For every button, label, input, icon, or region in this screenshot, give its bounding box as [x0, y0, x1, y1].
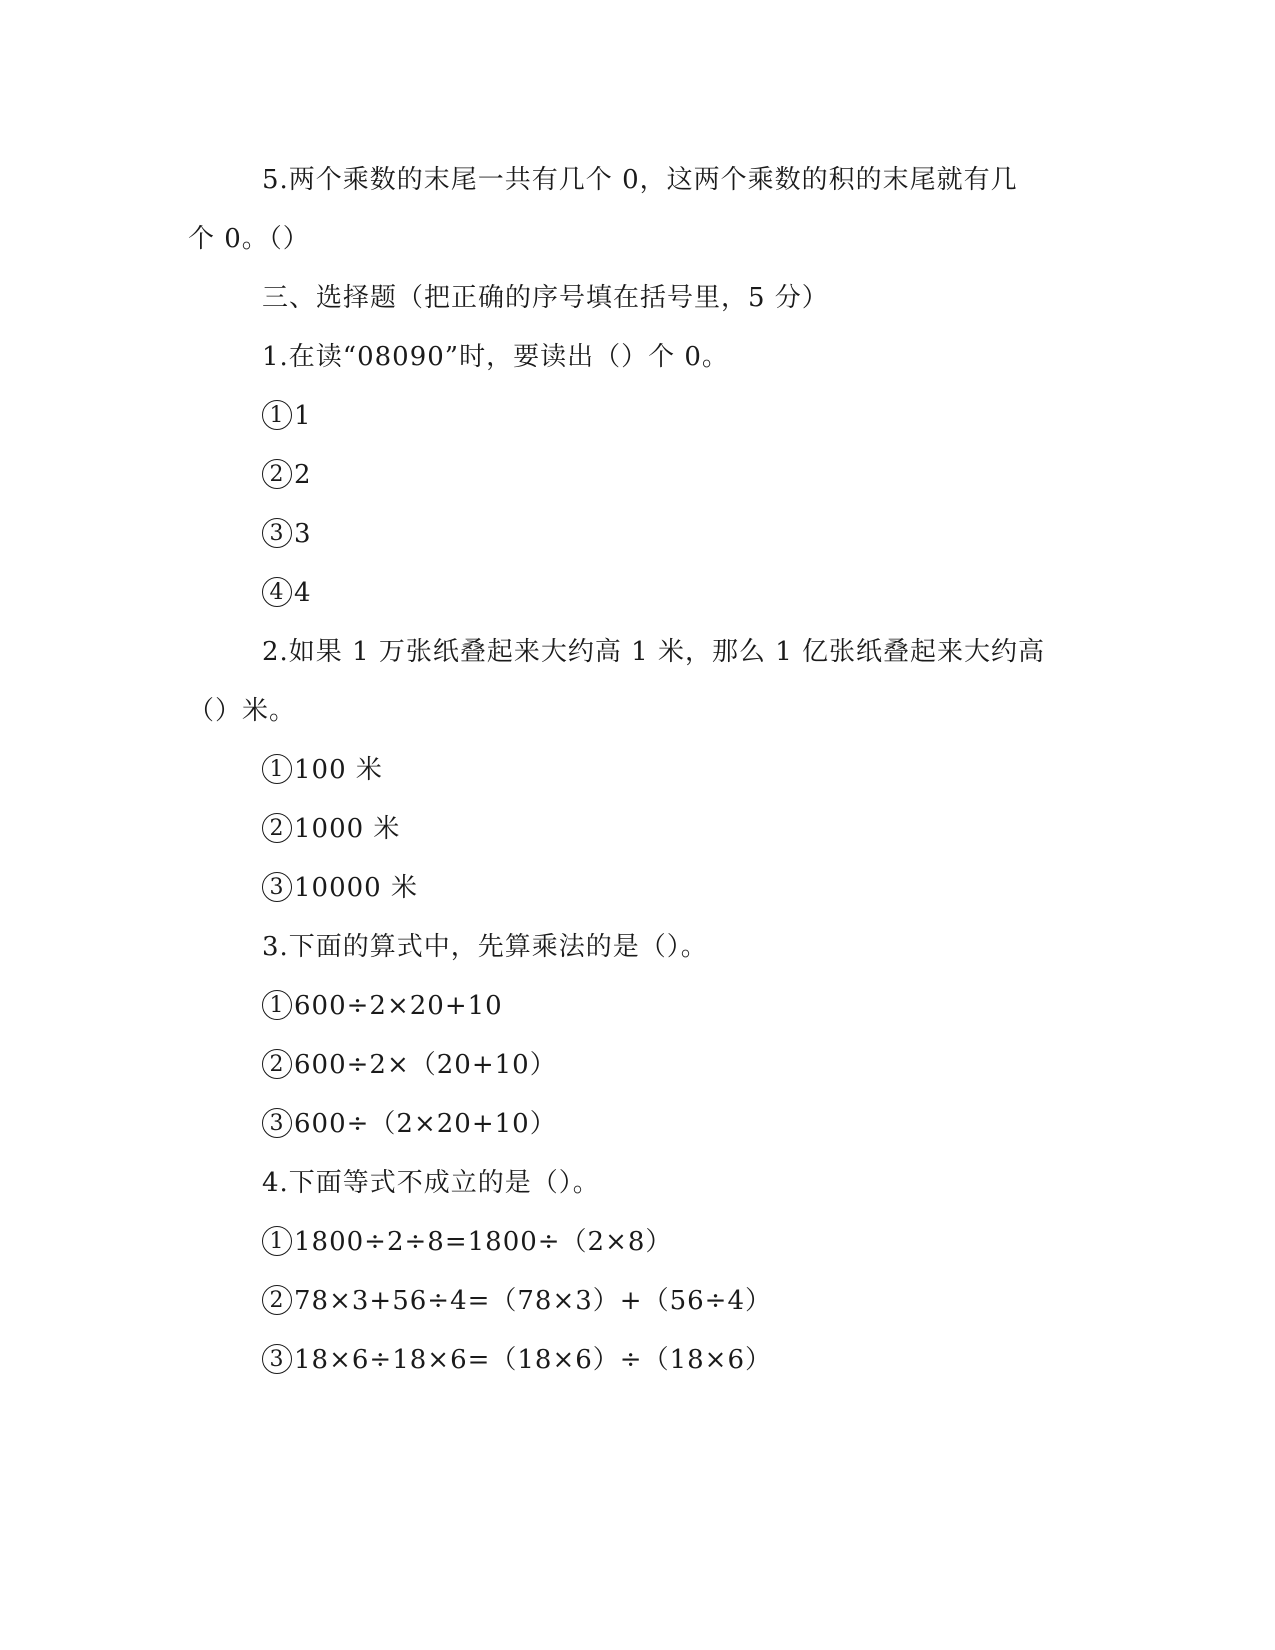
tf-question-5-line2: 个 0。（） [188, 224, 310, 254]
mc-question-3-stem: 3.下面的算式中，先算乘法的是（）。 [262, 932, 708, 962]
mc-question-1-option [262, 576, 312, 610]
section-heading-choice: 三、选择题（把正确的序号填在括号里，5 分） [262, 283, 829, 313]
circled-number-icon: 3 [262, 518, 292, 548]
tf-question-5-line1: 5.两个乘数的末尾一共有几个 0，这两个乘数的积的末尾就有几 [262, 165, 1018, 195]
option-text: 600÷（2×20+10） [294, 1109, 557, 1139]
circled-number-icon: 1 [262, 990, 292, 1020]
mc-question-2-option [262, 753, 383, 787]
mc-question-2-option [262, 871, 418, 905]
option-text: 4 [294, 578, 312, 608]
mc-question-2-option [262, 812, 400, 846]
circled-number-icon: 4 [262, 577, 292, 607]
mc-question-1-option [262, 458, 312, 492]
circled-number-icon: 1 [262, 400, 292, 430]
option-text: 10000 米 [294, 873, 418, 903]
option-text: 2 [294, 460, 312, 490]
circled-number-icon: 2 [262, 1049, 292, 1079]
mc-question-1-option [262, 517, 312, 551]
option-text: 3 [294, 519, 312, 549]
option-text: 18×6÷18×6=（18×6）÷（18×6） [294, 1345, 773, 1375]
option-text: 78×3+56÷4=（78×3）+（56÷4） [294, 1286, 773, 1316]
circled-number-icon: 1 [262, 1226, 292, 1256]
option-text: 1800÷2÷8=1800÷（2×8） [294, 1227, 673, 1257]
circled-number-icon: 3 [262, 1344, 292, 1374]
option-text: 1 [294, 401, 312, 431]
mc-question-1-stem: 1.在读“08090”时，要读出（）个 0。 [262, 342, 729, 372]
mc-question-3-option [262, 989, 503, 1023]
mc-question-2-stem-line1: 2.如果 1 万张纸叠起来大约高 1 米，那么 1 亿张纸叠起来大约高 [262, 637, 1046, 667]
option-text: 600÷2×（20+10） [294, 1050, 557, 1080]
circled-number-icon: 3 [262, 1108, 292, 1138]
mc-question-2-stem-line2: （）米。 [188, 696, 297, 726]
circled-number-icon: 2 [262, 813, 292, 843]
mc-question-4-option [262, 1284, 772, 1318]
circled-number-icon: 2 [262, 459, 292, 489]
option-text: 600÷2×20+10 [294, 991, 503, 1021]
circled-number-icon: 2 [262, 1285, 292, 1315]
mc-question-4-stem: 4.下面等式不成立的是（）。 [262, 1168, 600, 1198]
circled-number-icon: 3 [262, 872, 292, 902]
mc-question-3-option [262, 1107, 557, 1141]
mc-question-4-option [262, 1343, 772, 1377]
mc-question-1-option [262, 399, 312, 433]
circled-number-icon: 1 [262, 754, 292, 784]
option-text: 1000 米 [294, 814, 401, 844]
mc-question-4-option [262, 1225, 672, 1259]
option-text: 100 米 [294, 755, 383, 785]
mc-question-3-option [262, 1048, 557, 1082]
